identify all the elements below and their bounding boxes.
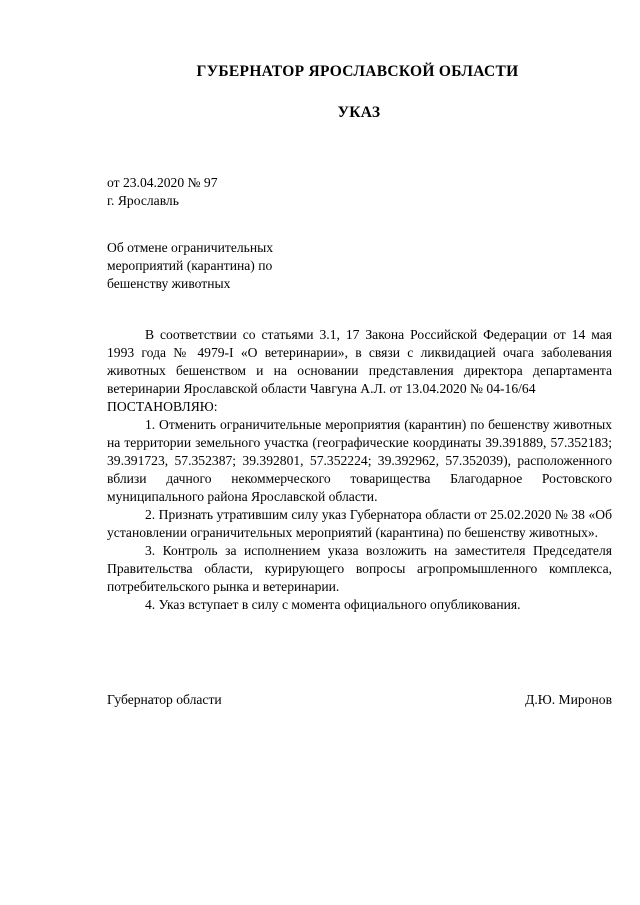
city: г. Ярославль (107, 193, 179, 208)
issuer-title: ГУБЕРНАТОР ЯРОСЛАВСКОЙ ОБЛАСТИ (196, 63, 519, 80)
signatory-position: Губернатор области (107, 692, 222, 707)
document-type: УКАЗ (337, 104, 381, 121)
document-subject (107, 239, 337, 293)
decree-item: 3. Контроль за исполнением указа возложить на заместителя Председателя Правительства области, курирующего вопросы агропромышленного комплекса, потребительского рынка и ветеринарии. (107, 543, 612, 594)
signatory-name: Д.Ю. Миронов (525, 692, 612, 707)
date-number: от 23.04.2020 № 97 (107, 175, 218, 190)
decree-item: 2. Признать утратившим силу указ Губернатора области от 25.02.2020 № 38 «Об установлении ограничительных мероприятий (карантина) по бешенству животных». (107, 507, 612, 540)
preamble-paragraph: В соответствии со статьями 3.1, 17 Закона Российской Федерации от 14 мая 1993 года № 4979-I «О ветеринарии», в связи с ликвидацией очага заболевания животных бешенством и на основании представления директора департамента ветеринарии Ярославской области Чавгуна А.Л. от 13.04.2020 № 04-16/64 (107, 327, 612, 396)
decree-word: ПОСТАНОВЛЯЮ: (107, 399, 218, 414)
decree-item: 1. Отменить ограничительные мероприятия (карантин) по бешенству животных на территории земельного участка (географические координаты 39.391889, 57.352183; 39.391723, 57.352387; 39.392801, 57.352224; 39.392962, 57.352039), расположенного вблизи дачного некоммерческого товарищества Благодарное Ростовского муниципального района Ярославской области. (107, 417, 612, 504)
document-body (107, 326, 612, 614)
subject-line: Об отмене ограничительных (107, 240, 274, 255)
subject-line: мероприятий (карантина) по (107, 258, 273, 273)
subject-line: бешенству животных (107, 276, 231, 291)
decree-item: 4. Указ вступает в силу с момента официального опубликования. (145, 597, 521, 612)
